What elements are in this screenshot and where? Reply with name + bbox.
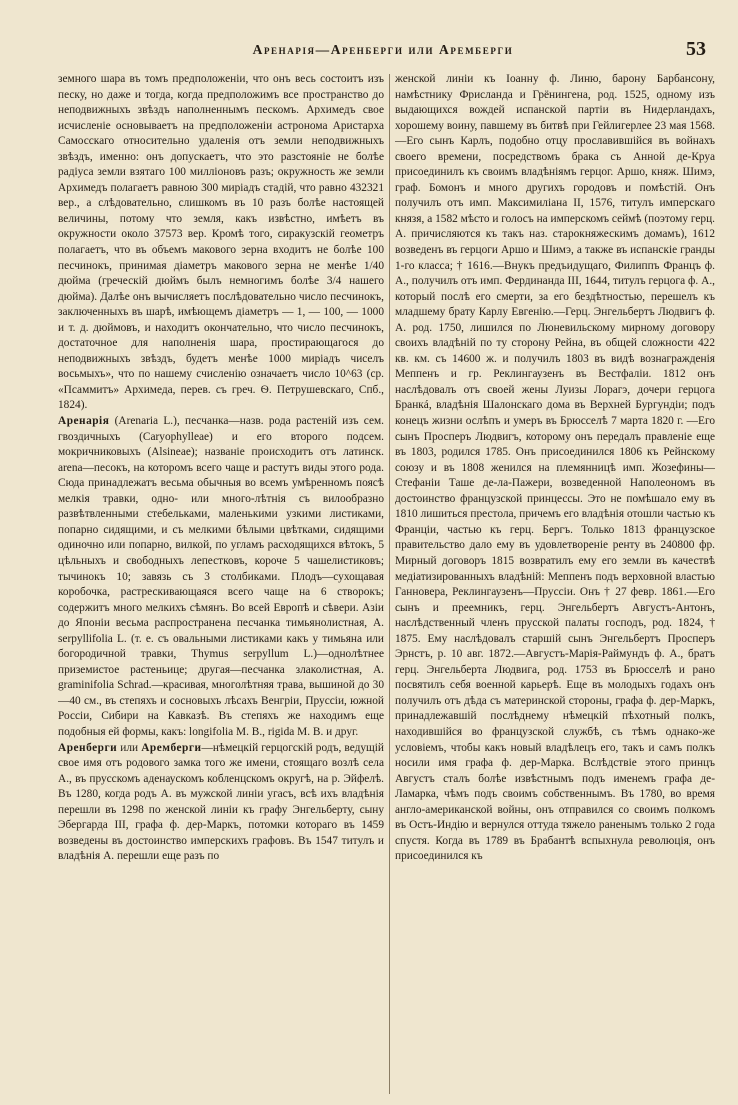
running-head: Аренарія—Аренберги или Аремберги [252, 42, 514, 57]
aremberg-headword: Аремберги [141, 741, 202, 754]
page-header [60, 38, 706, 64]
arenberg-continuation: женской линіи къ Іоанну ф. Линю, барону Барбансону, намѣстнику Фрисланда и Грёнингена, род. 1525, одному изъ выдающихся вождей испанской партіи въ Нидерландахъ, хорошему воину, павшему въ битвѣ при Гейлигерлее 23 мая 1568.—Его сынъ Карлъ, подобно отцу прославившійся въ войнахъ своего времени, посредствомъ брака съ Анной де-Круа присоединилъ къ своимъ владѣніямъ герцог. Аршо, княж. Шимэ, граф. Бомонъ и много другихъ городовъ и помѣстій. Онъ получилъ отъ имп. Максимиліана II, 1576, титулъ имперскаго князя, а 1582 мѣсто и голосъ на имперскомъ сеймѣ (поэтому герц. А. причисляются къ такъ наз. старокняжескимъ домамъ), 1612 возведенъ въ герцоги Аршо и Шимэ, а также въ испанскіе гранды 1-го класса; † 1616.—Внукъ предъидущаго, Филиппъ Францъ ф. А., получилъ отъ имп. Фердинанда III, 1644, титулъ герцога ф. А., который послѣ его смерти, за его бездѣтностью, перешелъ къ младшему брату Карлу Евгенію.—Герц. Энгельбертъ Людвигъ ф. А. род. 1750, лишился по Люневильскому мирному договору своихъ владѣній по ту сторону Рейна, въ общей сложности 422 кв. км. съ 14600 ж. и получилъ 1803 въ видѣ вознагражденія Меппенъ и гр. Реклингаузенъ въ Вестфаліи. 1812 онъ наслѣдовалъ отъ своей жены Луизы Лорагэ, дочери герцога Бранкá, владѣнія Шалонскаго дома въ Верхней Бургундіи; подъ конецъ жизни ослѣпъ и умеръ въ Брюсселѣ 7 марта 1820 г. —Его сынъ Просперъ Людвигъ, которому онъ передалъ правленіе еще въ 1803, родился 1785. Онъ присоединился 1806 къ Рейнскому союзу и въ 1808 женился на племянницѣ имп. Жозефины—Стефаніи Таше де-ла-Пажери, возведенной Наполеономъ въ достоинство французской принцессы. Это не помѣшало ему въ 1810 лишиться престола, причемъ его владѣнія отошли частью къ Франціи, частью къ герц. Бергъ. Только 1813 французское правительство дало ему въ удовлетвореніе ренту въ 240800 фр. Мирный договоръ 1815 возвратилъ ему его земли въ качествѣ медіатизированныхъ владѣній: Меппенъ подъ верховной властью Ганновера, Реклингаузенъ—Пруссіи. Онъ † 27 февр. 1861.—Его сынъ и преемникъ, герц. Энгельбертъ Августъ-Антонъ, наслѣдственный членъ прусской палаты господъ, род. 1824, † 1875. Ему наслѣдовалъ старшій сынъ Энгельбертъ Просперъ Эрнстъ, р. 10 авг. 1872.—Августъ-Марія-Раймундъ ф. А., братъ герц. Энгельберта Людвига, род. 1753 въ Брюсселѣ и рано посвятилъ себя военной карьерѣ. Еще въ молодыхъ годахъ онъ получилъ отъ дѣда съ материнской стороны, графа ф. дер-Маркъ, принадлежавшій послѣднему нѣмецкій пѣхотный полкъ, находившійся во французской службѣ, съ тѣмъ однако-же условіемъ, чтобы какъ новый владѣлецъ его, такъ и самъ полкъ носили имя графа ф. дер-Марка. Вслѣдствіе этого принцъ Августъ сталъ болѣе извѣстнымъ подъ именемъ графа де-Ламарка, чѣмъ подъ своимъ собственнымъ. Въ 1780, во время англо-американской войны, онъ отправился со своимъ полкомъ въ Остъ-Индію и вернулся оттуда тяжело раненымъ только 2 года спустя. Когда въ 1789 въ Брабантѣ вспыхнула революція, онъ присоединился къ [395, 73, 715, 863]
page-number: 53 [686, 38, 706, 60]
arenaria-headword: Аренарія [58, 415, 110, 428]
arenberg-entry [58, 741, 384, 865]
arenaria-entry [58, 414, 384, 740]
arenberg-body: —нѣмецкій герцогскій родъ, ведущій свое имя отъ родового замка того же имени, стоящаго возлѣ села А., въ прусскомъ аденаускомъ кобленцскомъ округѣ, на р. Эйфелѣ. Въ 1280, когда родъ А. въ мужской линіи угасъ, всѣ ихъ владѣнія перешли въ 1298 по женской линіи къ графу Энгельберту, сыну Эбергарда III, графа ф. дер-Маркъ, потомки котораго въ 1459 возведены въ достоинство имперскихъ графовъ. Въ 1547 титулъ и владѣнія А. перешли еще разъ по [58, 741, 384, 863]
arenberg-or: или [117, 741, 142, 754]
left-column [58, 72, 384, 1102]
right-column [395, 72, 715, 1102]
archimedes-paragraph: земного шара въ томъ предположеніи, что онъ весь состоитъ изъ песку, но даже и тогда, когда предположимъ все пространство до неподвижныхъ звѣздъ наполненнымъ пескомъ. Архимедъ свое исчисленіе основываетъ на предположеніи астронома Аристарха Самосскаго относительно удаленія отъ земли неподвижныхъ звѣздъ, именно: онъ допускаетъ, что это разстояніе не болѣе радіуса земли взятаго 100 милліоновъ разъ; окружность же земли Архимедъ полагаетъ равною 300 миріадъ стадій, что равно 432321 вер., а слѣдовательно, слишкомъ въ 10 разъ болѣе настоящей величины, потому что земля, какъ извѣстно, имѣетъ въ окружности около 37573 вер. Кромѣ того, сиракузскій геометръ полагаетъ, что въ объемъ макового зерна входитъ не болѣе 100 песчинокъ, принимая діаметръ макового зерна не менѣе 1/40 дюйма (греческій дюймъ былъ немногимъ болѣе 3/4 нашего дюйма). Далѣе онъ вычисляетъ послѣдовательно число песчинокъ, заключенныхъ въ шарѣ, имѣющемъ діаметръ — 1, — 100, — 1000 и т. д. дюймовъ, и находитъ окончательно, что число песчинокъ, достаточное для наполненія шара, простирающагося до неподвижныхъ звѣздъ, будетъ менѣе 1000 миріадъ чиселъ восьмыхъ», что по нашему счисленію означаетъ число 10^63 (ср. «Псаммитъ» Архимеда, перев. съ греч. Ѳ. Петрушевскаго, Спб., 1824). [58, 73, 384, 412]
column-divider [389, 74, 390, 1094]
arenberg-headword: Аренберги [58, 741, 118, 754]
arenaria-body: (Arenaria L.), песчанка—назв. рода растеній изъ сем. гвоздичныхъ (Caryophylleae) и его второго подсем. мокричниковыхъ (Alsineae); названіе происходитъ отъ латинск. arena—песокъ, на которомъ всего чаще и растутъ виды этого рода. Сюда принадлежатъ весьма обычныя во всемъ умѣренномъ поясѣ мелкія травки, одно- или много-лѣтнія съ вилообразно развѣтвленными стебельками, маленькими узкими листиками, попарно сидящими, и съ мелкими бѣлыми цвѣтками, сидящими одиночно или попарно, вилкой, по угламъ расходящихся вѣтокъ, 5 цѣльныхъ и свободныхъ лепестковъ, короче 5 чашелистиковъ; тычинокъ 10; завязь съ 3 столбиками. Плодъ—сухощавая коробочка, растрескивающаяся всего чаще на 6 створокъ; содержитъ много мелкихъ сѣмянъ. Во всей Европѣ и сѣвери. Азіи до Японіи весьма распространена песчанка тимьянолистная, A. serpyllifolia L. (т. е. съ овальными листиками какъ у тимьяна или богородичной травки, Thymus serpyllum L.)—однолѣтнее приземистое растеньице; другая—песчанка злаколистная, A. graminifolia Schrad.—красивая, многолѣтняя трава, вышиной до 30—40 см., въ степяхъ и сосновыхъ лѣсахъ Венгріи, Пруссіи, южной Россіи, Сибири на Кавказѣ. Въ степяхъ же находимъ еще подобныя ей формы, какъ: longifolia M. B., rigida M. B. и друг. [58, 415, 384, 738]
